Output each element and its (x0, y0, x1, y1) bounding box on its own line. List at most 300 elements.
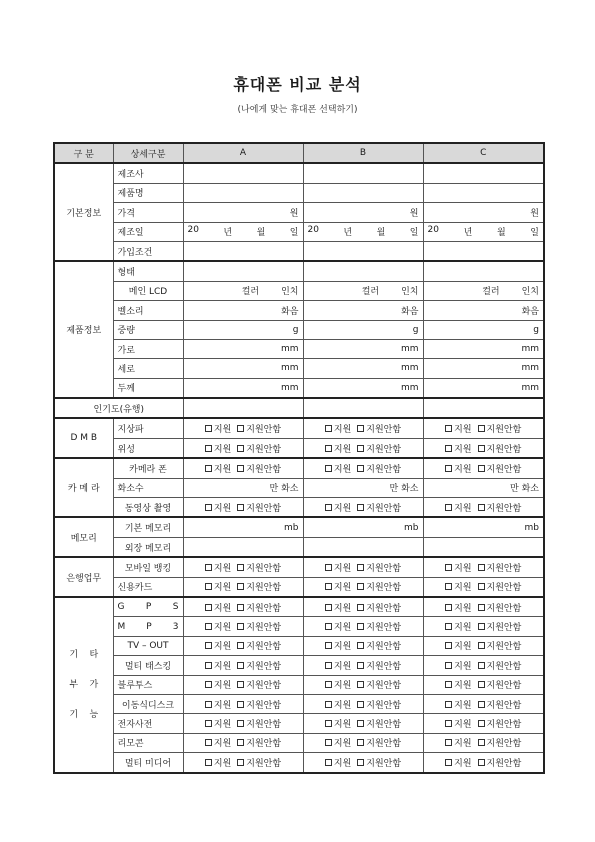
table-row (54, 537, 544, 557)
checkbox-icon[interactable] (445, 739, 452, 746)
support-cell-c (423, 656, 544, 675)
not-supported-option[interactable] (357, 756, 401, 769)
checkbox-icon[interactable] (205, 465, 212, 472)
input-cell-c[interactable] (423, 301, 544, 320)
not-supported-label: 지원안함 (366, 623, 402, 634)
checkbox-icon[interactable] (445, 425, 452, 432)
checkbox-icon[interactable] (478, 759, 485, 766)
checkbox-icon[interactable] (445, 720, 452, 727)
support-cell-b (303, 733, 423, 752)
table-row (54, 261, 544, 281)
checkbox-icon[interactable] (237, 681, 244, 688)
lcd-cell-b[interactable] (303, 281, 423, 300)
supported-option[interactable] (325, 639, 351, 652)
supported-option[interactable] (325, 736, 351, 749)
checkbox-icon[interactable] (237, 739, 244, 746)
supported-label: 지원 (213, 720, 232, 731)
unit-color: 컬러 (482, 287, 500, 298)
checkbox-icon[interactable] (478, 425, 485, 432)
supported-option[interactable] (445, 736, 471, 749)
unit-label: mm (280, 363, 299, 374)
input-cell-c[interactable] (423, 203, 544, 222)
checkbox-icon[interactable] (205, 642, 212, 649)
input-cell-b[interactable] (303, 398, 423, 418)
checkbox-icon[interactable] (237, 701, 244, 708)
supported-option[interactable] (325, 501, 351, 514)
input-cell-b[interactable] (303, 261, 423, 281)
supported-option[interactable] (205, 601, 231, 614)
supported-option[interactable] (205, 561, 231, 574)
checkbox-icon[interactable] (205, 445, 212, 452)
checkbox-icon[interactable] (357, 465, 364, 472)
not-supported-option[interactable] (357, 601, 401, 614)
support-cell-a (183, 714, 303, 733)
supported-label: 지원 (454, 603, 472, 614)
table-row (54, 222, 544, 241)
input-cell-b[interactable] (303, 378, 423, 398)
checkbox-icon[interactable] (325, 701, 332, 708)
not-supported-option[interactable] (478, 678, 522, 691)
unit-label: mb (404, 522, 419, 533)
supported-option[interactable] (325, 462, 351, 475)
not-supported-option[interactable] (237, 462, 281, 475)
not-supported-option[interactable] (478, 756, 522, 769)
input-cell-a[interactable] (183, 359, 303, 378)
input-cell-b[interactable] (303, 517, 423, 537)
supported-option[interactable] (205, 422, 231, 435)
checkbox-icon[interactable] (478, 583, 485, 590)
checkbox-icon[interactable] (205, 739, 212, 746)
table-row (54, 203, 544, 222)
date-cell-c[interactable] (423, 222, 544, 241)
not-supported-option[interactable] (357, 442, 401, 455)
checkbox-icon[interactable] (445, 604, 452, 611)
unit-label: 만 화소 (269, 484, 299, 495)
row-label: 제조사 (113, 163, 183, 183)
not-supported-option[interactable] (357, 639, 401, 652)
supported-label: 지원 (213, 623, 232, 634)
not-supported-option[interactable] (478, 698, 522, 711)
category-etc (54, 597, 113, 773)
lcd-cell-c[interactable] (423, 281, 544, 300)
checkbox-icon[interactable] (237, 465, 244, 472)
supported-option[interactable] (445, 756, 471, 769)
not-supported-option[interactable] (478, 580, 522, 593)
not-supported-option[interactable] (357, 501, 401, 514)
not-supported-option[interactable] (478, 659, 522, 672)
not-supported-label: 지원안함 (246, 681, 282, 692)
checkbox-icon[interactable] (325, 504, 332, 511)
unit-label: 만 화소 (510, 484, 539, 495)
checkbox-icon[interactable] (325, 465, 332, 472)
checkbox-icon[interactable] (325, 720, 332, 727)
supported-option[interactable] (445, 678, 471, 691)
checkbox-icon[interactable] (357, 425, 364, 432)
checkbox-icon[interactable] (205, 701, 212, 708)
not-supported-option[interactable] (237, 717, 281, 730)
not-supported-label: 지원안함 (246, 603, 282, 614)
not-supported-option[interactable] (237, 620, 281, 633)
input-cell-a[interactable] (183, 320, 303, 339)
checkbox-icon[interactable] (478, 681, 485, 688)
input-cell-a[interactable] (183, 301, 303, 320)
input-cell-c[interactable] (423, 183, 544, 202)
row-label: M P 3 (113, 617, 183, 636)
input-cell-a[interactable] (183, 517, 303, 537)
unit-label: 만 화소 (389, 484, 419, 495)
support-cell-b (303, 656, 423, 675)
not-supported-option[interactable] (237, 736, 281, 749)
supported-option[interactable] (325, 756, 351, 769)
header-c: C (423, 143, 544, 163)
not-supported-label: 지원안함 (246, 503, 282, 514)
checkbox-icon[interactable] (478, 642, 485, 649)
supported-option[interactable] (205, 580, 231, 593)
supported-label: 지원 (333, 642, 352, 653)
supported-option[interactable] (325, 422, 351, 435)
table-row (54, 398, 544, 418)
table-row (54, 378, 544, 398)
input-cell-b[interactable] (303, 320, 423, 339)
checkbox-icon[interactable] (445, 564, 452, 571)
checkbox-icon[interactable] (445, 465, 452, 472)
checkbox-icon[interactable] (357, 720, 364, 727)
supported-option[interactable] (325, 580, 351, 593)
not-supported-option[interactable] (357, 462, 401, 475)
supported-option[interactable] (325, 698, 351, 711)
table-row (54, 557, 544, 577)
not-supported-option[interactable] (237, 678, 281, 691)
checkbox-icon[interactable] (445, 504, 452, 511)
date-fields (308, 225, 419, 238)
checkbox-icon[interactable] (325, 681, 332, 688)
input-cell-a[interactable] (183, 183, 303, 202)
checkbox-icon[interactable] (478, 720, 485, 727)
supported-option[interactable] (205, 678, 231, 691)
checkbox-icon[interactable] (205, 425, 212, 432)
checkbox-icon[interactable] (478, 739, 485, 746)
not-supported-option[interactable] (237, 442, 281, 455)
checkbox-icon[interactable] (478, 604, 485, 611)
input-cell-a[interactable] (183, 261, 303, 281)
supported-option[interactable] (445, 501, 471, 514)
checkbox-icon[interactable] (357, 604, 364, 611)
table-row (54, 694, 544, 713)
supported-option[interactable] (325, 601, 351, 614)
unit-label: 원 (409, 208, 419, 219)
not-supported-option[interactable] (237, 561, 281, 574)
checkbox-icon[interactable] (478, 504, 485, 511)
supported-option[interactable] (445, 601, 471, 614)
checkbox-icon[interactable] (237, 583, 244, 590)
supported-option[interactable] (205, 736, 231, 749)
not-supported-option[interactable] (237, 422, 281, 435)
row-label: 전자사전 (113, 714, 183, 733)
checkbox-icon[interactable] (205, 681, 212, 688)
category-etc-line: 기 능 (69, 709, 99, 720)
row-label: 리모콘 (113, 733, 183, 752)
supported-option[interactable] (205, 639, 231, 652)
date-cell-a[interactable] (183, 222, 303, 241)
supported-option[interactable] (205, 698, 231, 711)
unit-label: mm (521, 344, 539, 355)
supported-option[interactable] (205, 442, 231, 455)
not-supported-option[interactable] (357, 620, 401, 633)
checkbox-icon[interactable] (237, 564, 244, 571)
input-cell-c[interactable] (423, 359, 544, 378)
input-cell-c[interactable] (423, 241, 544, 261)
table-body (54, 163, 544, 772)
checkbox-icon[interactable] (237, 759, 244, 766)
support-cell-a (183, 458, 303, 478)
input-cell-a[interactable] (183, 478, 303, 497)
date-year_prefix: 20 (187, 225, 199, 236)
input-cell-c[interactable] (423, 517, 544, 537)
input-cell-a[interactable] (183, 203, 303, 222)
checkbox-icon[interactable] (237, 604, 244, 611)
not-supported-option[interactable] (237, 580, 281, 593)
checkbox-icon[interactable] (357, 681, 364, 688)
not-supported-option[interactable] (357, 717, 401, 730)
supported-option[interactable] (205, 659, 231, 672)
supported-option[interactable] (445, 698, 471, 711)
supported-label: 지원 (454, 623, 472, 634)
input-cell-c[interactable] (423, 378, 544, 398)
unit-label: g (533, 324, 539, 335)
input-cell-a[interactable] (183, 339, 303, 358)
checkbox-icon[interactable] (205, 623, 212, 630)
checkbox-icon[interactable] (325, 739, 332, 746)
not-supported-label: 지원안함 (486, 720, 522, 731)
checkbox-icon[interactable] (205, 583, 212, 590)
supported-option[interactable] (445, 620, 471, 633)
checkbox-icon[interactable] (325, 623, 332, 630)
not-supported-option[interactable] (237, 639, 281, 652)
input-cell-b[interactable] (303, 301, 423, 320)
not-supported-option[interactable] (357, 422, 401, 435)
checkbox-icon[interactable] (445, 681, 452, 688)
input-cell-a[interactable] (183, 378, 303, 398)
not-supported-label: 지원안함 (246, 444, 282, 455)
supported-option[interactable] (325, 442, 351, 455)
input-cell-b[interactable] (303, 203, 423, 222)
checkbox-icon[interactable] (357, 623, 364, 630)
checkbox-icon[interactable] (357, 642, 364, 649)
input-cell-c[interactable] (423, 339, 544, 358)
support-cell-c (423, 733, 544, 752)
supported-option[interactable] (205, 462, 231, 475)
checkbox-icon[interactable] (205, 759, 212, 766)
input-cell-b[interactable] (303, 241, 423, 261)
checkbox-icon[interactable] (325, 425, 332, 432)
checkbox-icon[interactable] (357, 504, 364, 511)
not-supported-option[interactable] (357, 736, 401, 749)
lcd-cell-a[interactable] (183, 281, 303, 300)
not-supported-label: 지원안함 (246, 661, 282, 672)
not-supported-label: 지원안함 (246, 623, 282, 634)
support-cell-c (423, 753, 544, 773)
not-supported-option[interactable] (357, 561, 401, 574)
checkbox-icon[interactable] (445, 623, 452, 630)
checkbox-icon[interactable] (325, 445, 332, 452)
checkbox-icon[interactable] (478, 701, 485, 708)
checkbox-icon[interactable] (357, 564, 364, 571)
date-cell-b[interactable] (303, 222, 423, 241)
input-cell-a[interactable] (183, 163, 303, 183)
not-supported-label: 지원안함 (246, 758, 282, 769)
checkbox-icon[interactable] (205, 662, 212, 669)
input-cell-a[interactable] (183, 241, 303, 261)
checkbox-icon[interactable] (357, 701, 364, 708)
not-supported-label: 지원안함 (366, 603, 402, 614)
supported-option[interactable] (325, 620, 351, 633)
unit-label: 화음 (521, 306, 539, 317)
not-supported-label: 지원안함 (246, 720, 282, 731)
input-cell-c[interactable] (423, 398, 544, 418)
not-supported-option[interactable] (478, 717, 522, 730)
input-cell-c[interactable] (423, 261, 544, 281)
checkbox-icon[interactable] (237, 720, 244, 727)
not-supported-option[interactable] (478, 422, 522, 435)
supported-option[interactable] (445, 639, 471, 652)
checkbox-icon[interactable] (325, 662, 332, 669)
checkbox-icon[interactable] (445, 445, 452, 452)
not-supported-option[interactable] (237, 501, 281, 514)
input-cell-b[interactable] (303, 537, 423, 557)
checkbox-icon[interactable] (478, 445, 485, 452)
supported-option[interactable] (445, 561, 471, 574)
not-supported-option[interactable] (237, 756, 281, 769)
not-supported-option[interactable] (478, 442, 522, 455)
checkbox-icon[interactable] (325, 604, 332, 611)
input-cell-b[interactable] (303, 339, 423, 358)
not-supported-option[interactable] (478, 620, 522, 633)
supported-option[interactable] (445, 422, 471, 435)
checkbox-icon[interactable] (478, 564, 485, 571)
checkbox-icon[interactable] (237, 445, 244, 452)
supported-option[interactable] (445, 717, 471, 730)
checkbox-icon[interactable] (205, 604, 212, 611)
support-cell-a (183, 418, 303, 438)
checkbox-icon[interactable] (237, 642, 244, 649)
input-cell-b[interactable] (303, 359, 423, 378)
support-cell-b (303, 617, 423, 636)
input-cell-c[interactable] (423, 537, 544, 557)
checkbox-icon[interactable] (205, 720, 212, 727)
checkbox-icon[interactable] (478, 465, 485, 472)
checkbox-icon[interactable] (205, 564, 212, 571)
input-cell-c[interactable] (423, 478, 544, 497)
checkbox-icon[interactable] (205, 504, 212, 511)
checkbox-icon[interactable] (325, 583, 332, 590)
supported-option[interactable] (205, 501, 231, 514)
checkbox-icon[interactable] (237, 662, 244, 669)
checkbox-icon[interactable] (237, 623, 244, 630)
not-supported-label: 지원안함 (486, 642, 522, 653)
supported-option[interactable] (205, 620, 231, 633)
checkbox-icon[interactable] (478, 662, 485, 669)
support-cell-a (183, 733, 303, 752)
checkbox-icon[interactable] (357, 739, 364, 746)
row-label: TV – OUT (113, 636, 183, 655)
table-row (54, 241, 544, 261)
not-supported-label: 지원안함 (366, 758, 402, 769)
not-supported-option[interactable] (357, 698, 401, 711)
supported-option[interactable] (325, 659, 351, 672)
checkbox-icon[interactable] (357, 759, 364, 766)
row-label: G P S (113, 597, 183, 617)
checkbox-icon[interactable] (325, 642, 332, 649)
not-supported-option[interactable] (357, 678, 401, 691)
checkbox-icon[interactable] (445, 642, 452, 649)
supported-option[interactable] (445, 462, 471, 475)
row-label: 위성 (113, 438, 183, 458)
checkbox-icon[interactable] (445, 759, 452, 766)
not-supported-option[interactable] (357, 659, 401, 672)
input-cell-c[interactable] (423, 320, 544, 339)
supported-label: 지원 (454, 739, 472, 750)
input-cell-b[interactable] (303, 183, 423, 202)
checkbox-icon[interactable] (237, 504, 244, 511)
input-cell-a[interactable] (183, 398, 303, 418)
supported-label: 지원 (454, 642, 472, 653)
supported-label: 지원 (333, 623, 352, 634)
checkbox-icon[interactable] (325, 564, 332, 571)
support-cell-c (423, 597, 544, 617)
not-supported-option[interactable] (237, 698, 281, 711)
supported-option[interactable] (445, 442, 471, 455)
checkbox-icon[interactable] (357, 445, 364, 452)
input-cell-c[interactable] (423, 163, 544, 183)
checkbox-icon[interactable] (325, 759, 332, 766)
supported-option[interactable] (205, 717, 231, 730)
supported-option[interactable] (325, 561, 351, 574)
not-supported-option[interactable] (237, 659, 281, 672)
category-dmb: D M B (54, 418, 113, 458)
not-supported-label: 지원안함 (246, 464, 282, 475)
checkbox-icon[interactable] (357, 662, 364, 669)
not-supported-option[interactable] (478, 601, 522, 614)
supported-option[interactable] (325, 678, 351, 691)
input-cell-b[interactable] (303, 163, 423, 183)
not-supported-option[interactable] (357, 580, 401, 593)
checkbox-icon[interactable] (445, 662, 452, 669)
not-supported-option[interactable] (478, 462, 522, 475)
not-supported-option[interactable] (237, 601, 281, 614)
checkbox-icon[interactable] (357, 583, 364, 590)
checkbox-icon[interactable] (237, 425, 244, 432)
checkbox-icon[interactable] (445, 583, 452, 590)
supported-option[interactable] (445, 659, 471, 672)
not-supported-label: 지원안함 (366, 642, 402, 653)
input-cell-b[interactable] (303, 478, 423, 497)
not-supported-option[interactable] (478, 561, 522, 574)
input-cell-a[interactable] (183, 537, 303, 557)
not-supported-option[interactable] (478, 501, 522, 514)
row-label: 모바일 뱅킹 (113, 557, 183, 577)
supported-option[interactable] (205, 756, 231, 769)
supported-label: 지원 (213, 563, 232, 574)
table-row (54, 577, 544, 597)
table-row (54, 733, 544, 752)
supported-option[interactable] (445, 580, 471, 593)
supported-option[interactable] (325, 717, 351, 730)
checkbox-icon[interactable] (478, 623, 485, 630)
not-supported-option[interactable] (478, 736, 522, 749)
checkbox-icon[interactable] (445, 701, 452, 708)
not-supported-option[interactable] (478, 639, 522, 652)
not-supported-label: 지원안함 (486, 661, 522, 672)
